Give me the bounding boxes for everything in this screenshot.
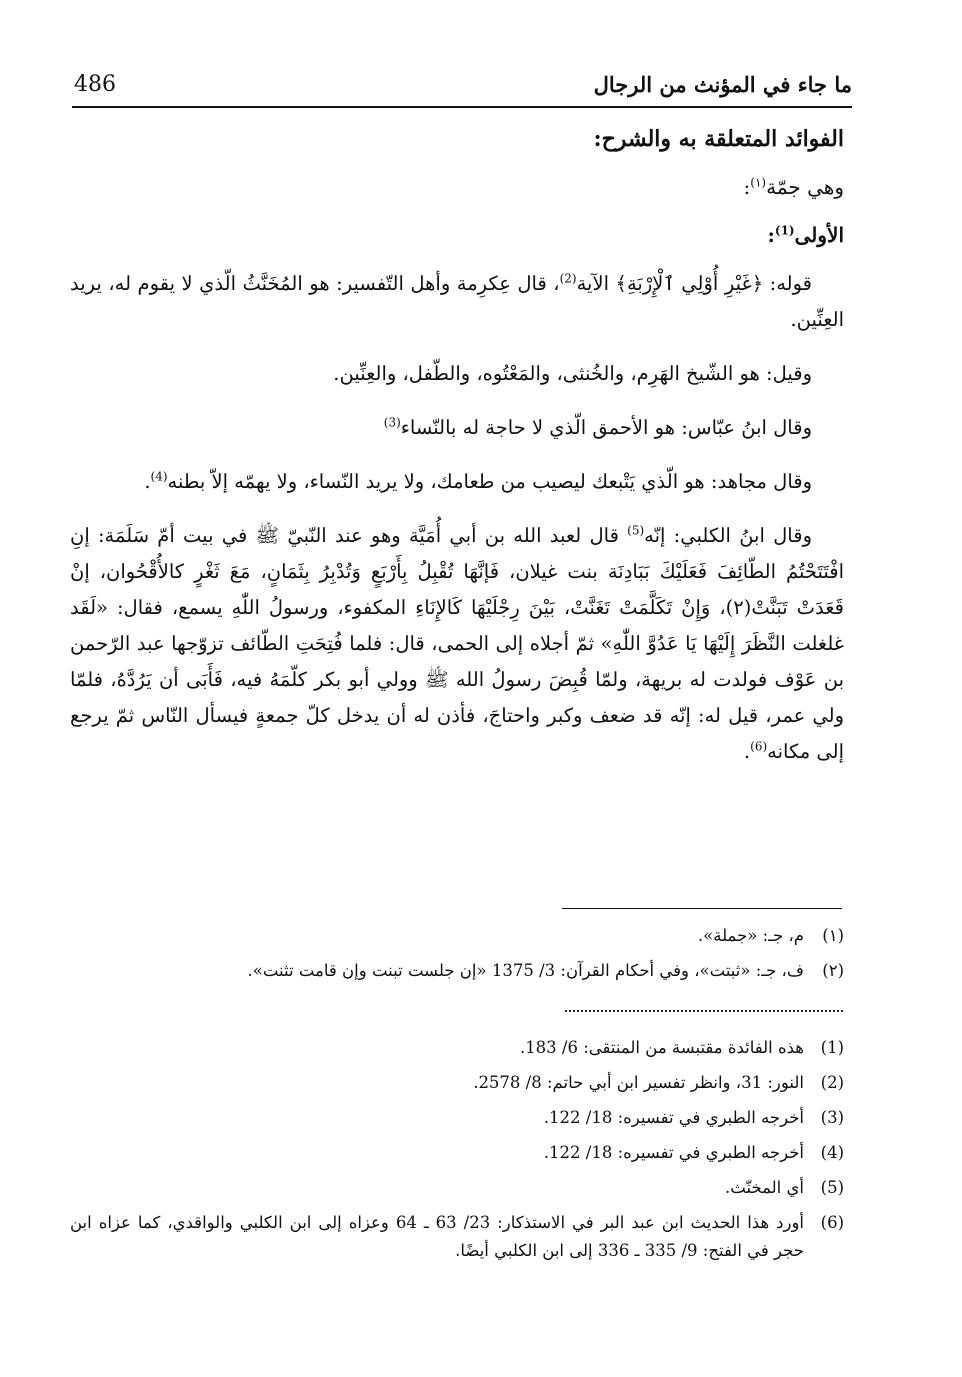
footnote-marker: (١) [750, 175, 767, 190]
footnote: (1) هذه الفائدة مقتبسة من المنتقى: 6/ 183. [519, 1038, 844, 1057]
footnote-marker: (5) [627, 523, 645, 538]
footnote: (٢) ف، جـ: «ثبتت»، وفي أحكام القرآن: 3/ 1375 «إن جلست تبنت وإن قامت تثنت». [247, 961, 844, 980]
footnote-dotted-separator [565, 1010, 843, 1012]
footnote-marker: (2) [559, 271, 577, 286]
footnote-marker: (4) [150, 469, 168, 484]
chapter-title: ما جاء في المؤنث من الرجال [593, 72, 852, 97]
running-header [72, 68, 852, 108]
editor-footnotes [70, 1034, 844, 1272]
sub-heading-first: الأولى$^{(1)}$: [767, 223, 844, 247]
footnote: (6) أورد هذا الحديث ابن عبد البر في الاستذكار: 23/ 63 ـ 64 وعزاه إلى ابن الكلبي والواقدي، كما عزاه ابن حجر في الفتح: 9/ 335 ـ 336 إلى ابن الكلبي أيضًا. [70, 1213, 844, 1260]
footnote-marker: (3) [383, 415, 401, 430]
footnote-marker: (1) [774, 223, 795, 238]
sub-line-plenty: وهي جمّة$^{(١)}$: [743, 175, 844, 199]
paragraph: قوله: ﴿غَيْرِ أُوْلِي ٱلْإِرْبَةِ﴾ الآية$^{(2)}$، قال عِكرِمة وأهل التّفسير: هو المُخَنَّثُ الّذي لا يقوم له، يريد العِنِّين. [70, 271, 844, 331]
paragraph: وقال مجاهد: هو الّذي يَتْبعك ليصيب من طعامك، ولا يريد النّساء، ولا يهمّه إلاّ بطنه$^{(4)}$. [144, 469, 812, 493]
footnote: (4) أخرجه الطبري في تفسيره: 18/ 122. [543, 1143, 844, 1162]
main-text [70, 122, 844, 788]
footnote-separator [562, 908, 842, 909]
footnote: (2) النور: 31، وانظر تفسير ابن أبي حاتم: 8/ 2578. [473, 1073, 844, 1092]
footnote: (3) أخرجه الطبري في تفسيره: 18/ 122. [543, 1108, 844, 1127]
paragraph: وقال ابنُ الكلبي: إنّه$^{(5)}$ قال لعبد الله بن أبي أُمَيَّة وهو عند النّبيّ ﷺ في بيت أمّ سَلَمَة: إنِ افْتَتَحْتُمُ الطّائِفَ فَعَلَيْكَ بَبَادِنَة بنت غيلان، فَإنَّهَا تُقْبِلُ بِأَرْبَعٍ وَتُدْبِرُ بِثَمَانٍ، مَعَ ثَغْرٍ كالأُقْحُوان، إنْ قَعَدَتْ تَبَنَّتْ(٢)، وَإِنْ تَكَلَّمَتْ تَغَنَّتْ، بَيْنَ رِجْلَيْهَا كَالإِنَاءِ المكفوء، ورسولُ اللّٰهِ يسمع، فقال: «لَقَد غلغلت النَّظَرَ إِلَيْهَا يَا عَدُوَّ اللّٰهِ» ثمّ أجلاه إلى الحمى، قال: فلما فُتِحَتِ الطّائف تزوّجها عبد الرّحمن بن عَوْف فولدت له بريهة، ولمّا قُبِضَ رسولُ الله ﷺ وولي أبو بكر كلّمَهُ فيه، فَأَبَى أن يَرُدَّهُ، فلمّا ولي عمر، قيل له: إنّه قد ضعف وكبر واحتاجَ، فأذن له أن يدخل كلّ جمعةٍ فيسأل النّاس ثمّ يرجع إلى مكانه$^{(6)}$. [70, 523, 844, 763]
footnote: (5) أي المخنّث. [725, 1178, 844, 1197]
footnote: (١) م، جـ: «جملة». [697, 926, 844, 945]
page-number: 486 [74, 72, 116, 97]
section-title: الفوائد المتعلقة به والشرح: [593, 126, 844, 152]
footnote-marker: (6) [750, 739, 768, 754]
manuscript-footnotes [80, 922, 844, 992]
paragraph: وقيل: هو الشّيخ الهَرِم، والخُنثى، والمَعْتُوه، والطّفل، والعِنِّين. [333, 362, 812, 385]
paragraph: وقال ابنُ عبّاس: هو الأحمق الّذي لا حاجة له بالنّساء$^{(3)}$ [383, 415, 812, 439]
